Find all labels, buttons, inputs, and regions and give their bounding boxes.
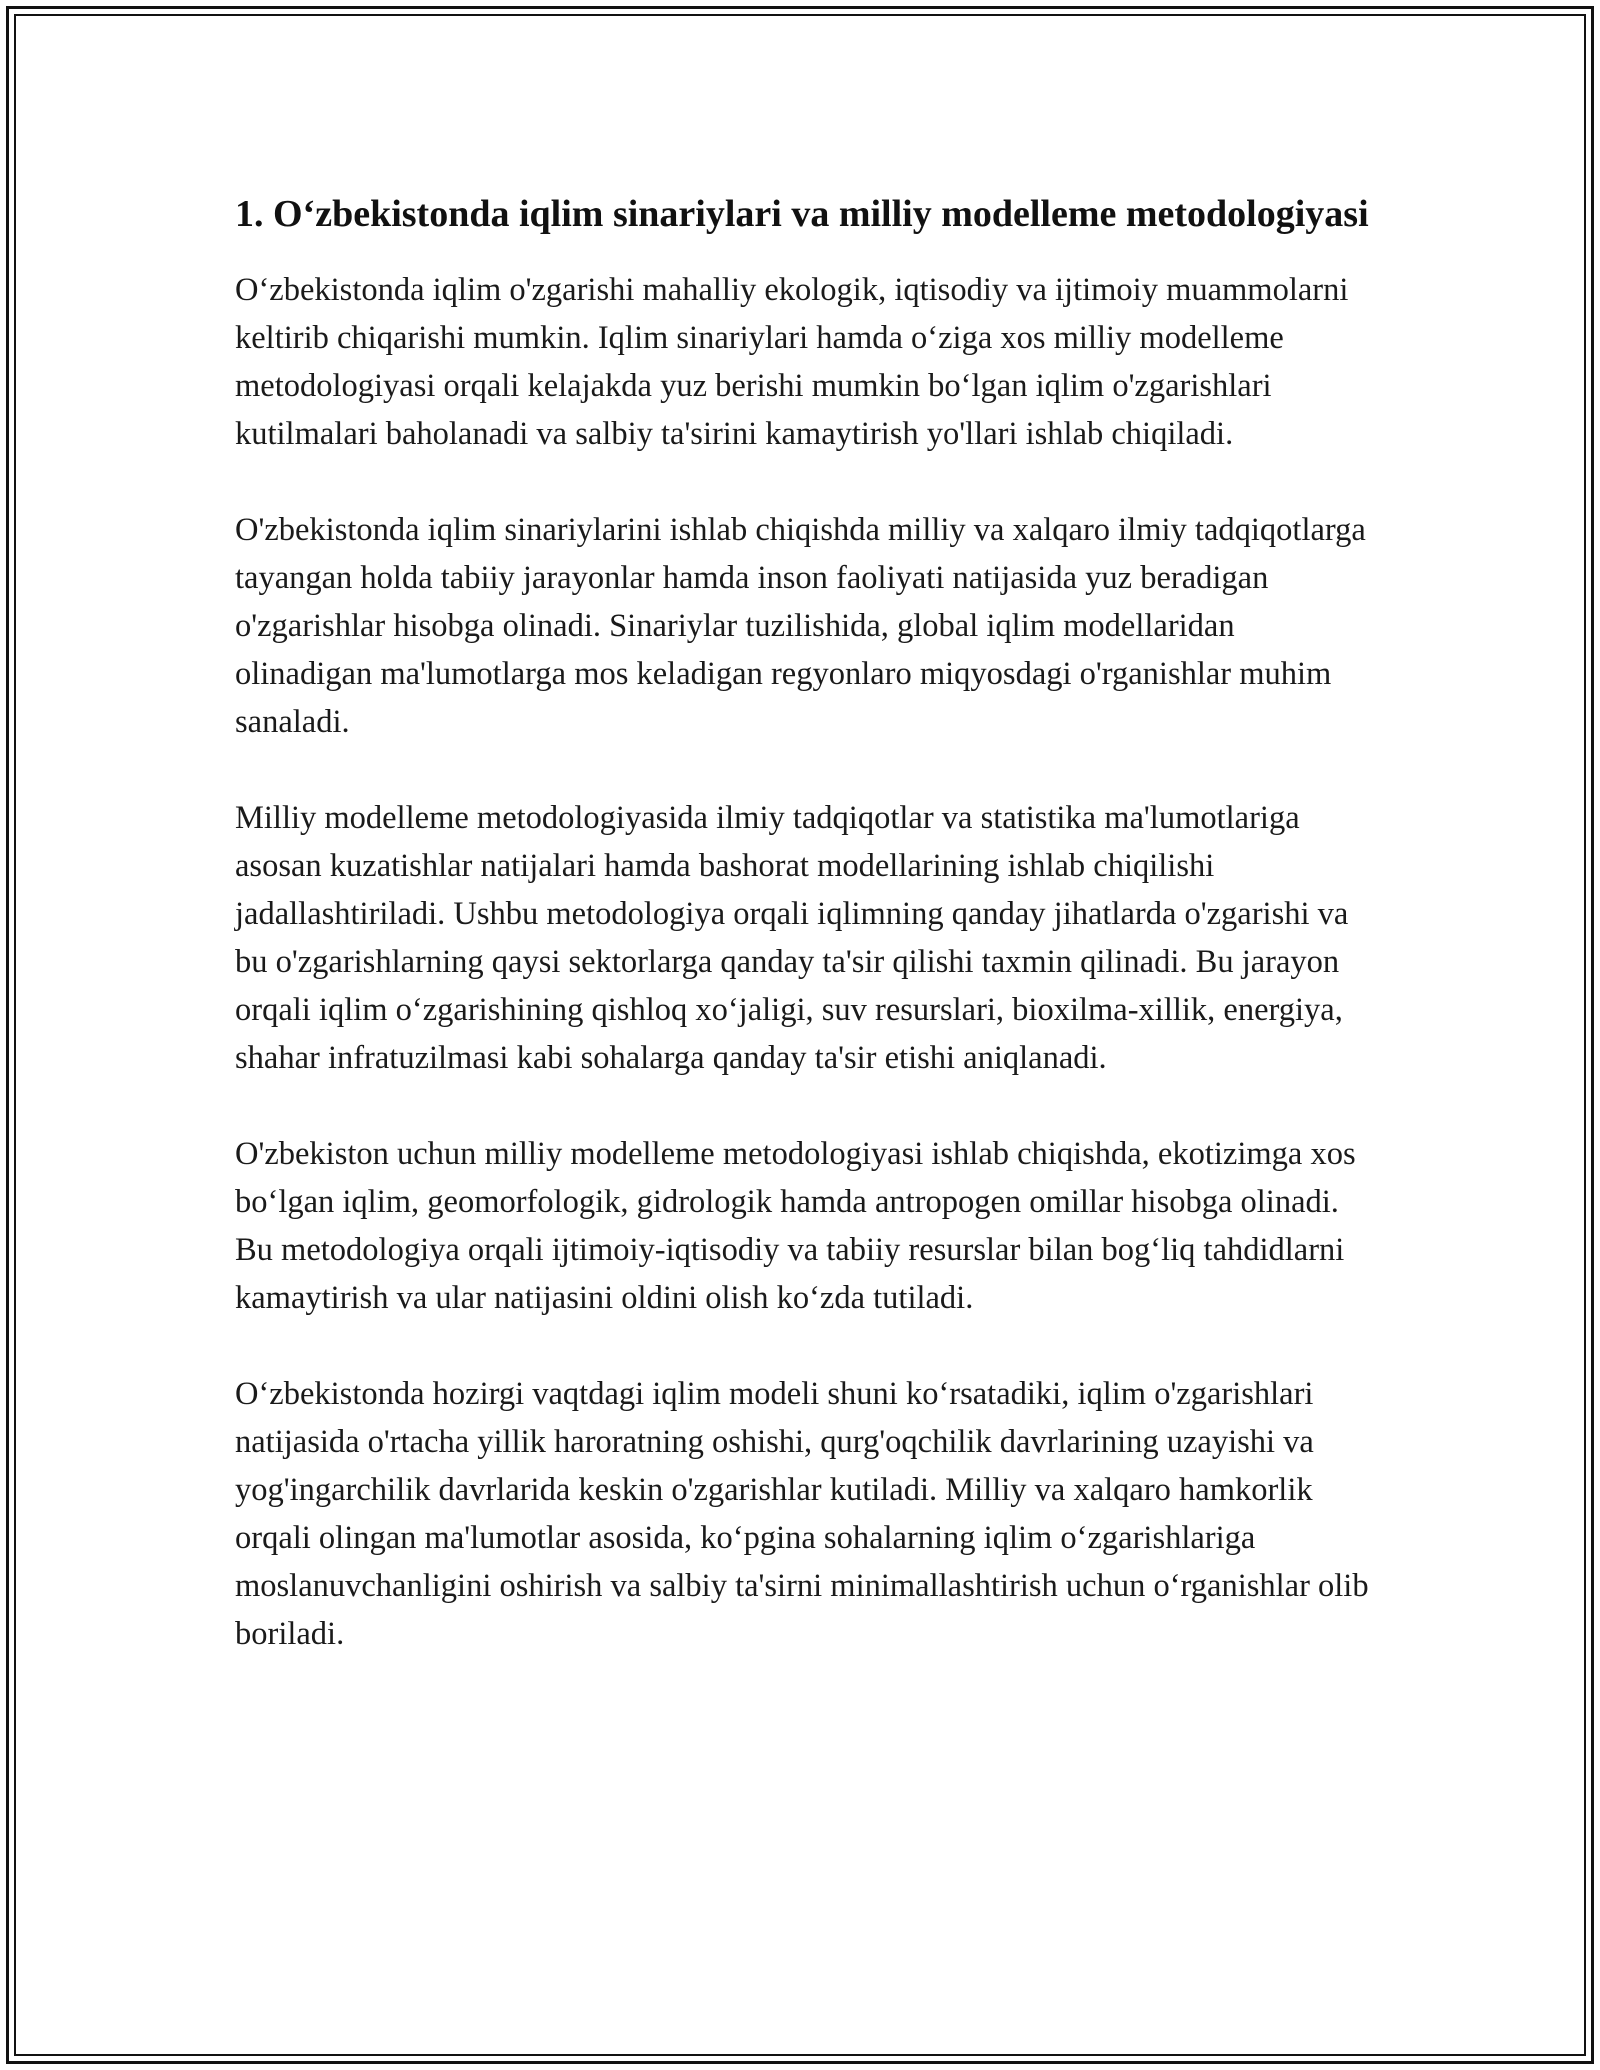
paragraph-2: O'zbekistonda iqlim sinariylarini ishlab chiqishda milliy va xalqaro ilmiy tadqiqotlarga tayangan holda tabiiy jarayonlar hamda inson faoliyati natijasida yuz beradigan o'zgarishlar hisobga olinadi. Sinariylar tuzilishida, global iqlim modellaridan olinadigan ma'lumotlarga mos keladigan regyonlaro miqyosdagi o'rganishlar muhim sanaladi. [235, 512, 1366, 740]
document-body [235, 186, 1370, 1706]
paragraph-3: Milliy modelleme metodologiyasida ilmiy tadqiqotlar va statistika ma'lumotlariga asosan kuzatishlar natijalari hamda bashorat modellarining ishlab chiqilishi jadallashtiriladi. Ushbu metodologiya orqali iqlimning qanday jihatlarda o'zgarishi va bu o'zgarishlarning qaysi sektorlarga qanday ta'sir qilishi taxmin qilinadi. Bu jarayon orqali iqlim o‘zgarishining qishloq xo‘jaligi, suv resurslari, bioxilma-xillik, energiya, shahar infratuzilmasi kabi sohalarga qanday ta'sir etishi aniqlanadi. [235, 800, 1349, 1076]
paragraph-5: O‘zbekistonda hozirgi vaqtdagi iqlim modeli shuni ko‘rsatadiki, iqlim o'zgarishlari natijasida o'rtacha yillik haroratning oshishi, qurg'oqchilik davrlarining uzayishi va yog'ingarchilik davrlarida keskin o'zgarishlar kutiladi. Milliy va xalqaro hamkorlik orqali olingan ma'lumotlar asosida, ko‘pgina sohalarning iqlim o‘zgarishlariga moslanuvchanligini oshirish va salbiy ta'sirni minimallashtirish uchun o‘rganishlar olib boriladi. [235, 1376, 1369, 1652]
paragraph-1: O‘zbekistonda iqlim o'zgarishi mahalliy ekologik, iqtisodiy va ijtimoiy muammolarni keltirib chiqarishi mumkin. Iqlim sinariylari hamda o‘ziga xos milliy modelleme metodologiyasi orqali kelajakda yuz berishi mumkin bo‘lgan iqlim o'zgarishlari kutilmalari baholanadi va salbiy ta'sirini kamaytirish yo'llari ishlab chiqiladi. [235, 272, 1349, 452]
paragraph-4: O'zbekiston uchun milliy modelleme metodologiyasi ishlab chiqishda, ekotizimga xos bo‘lgan iqlim, geomorfologik, gidrologik hamda antropogen omillar hisobga olinadi. Bu metodologiya orqali ijtimoiy-iqtisodiy va tabiiy resurslar bilan bog‘liq tahdidlarni kamaytirish va ular natijasini oldini olish ko‘zda tutiladi. [235, 1136, 1356, 1316]
section-title: 1. O‘zbekistonda iqlim sinariylari va milliy modelleme metodologiyasi [235, 193, 1369, 235]
